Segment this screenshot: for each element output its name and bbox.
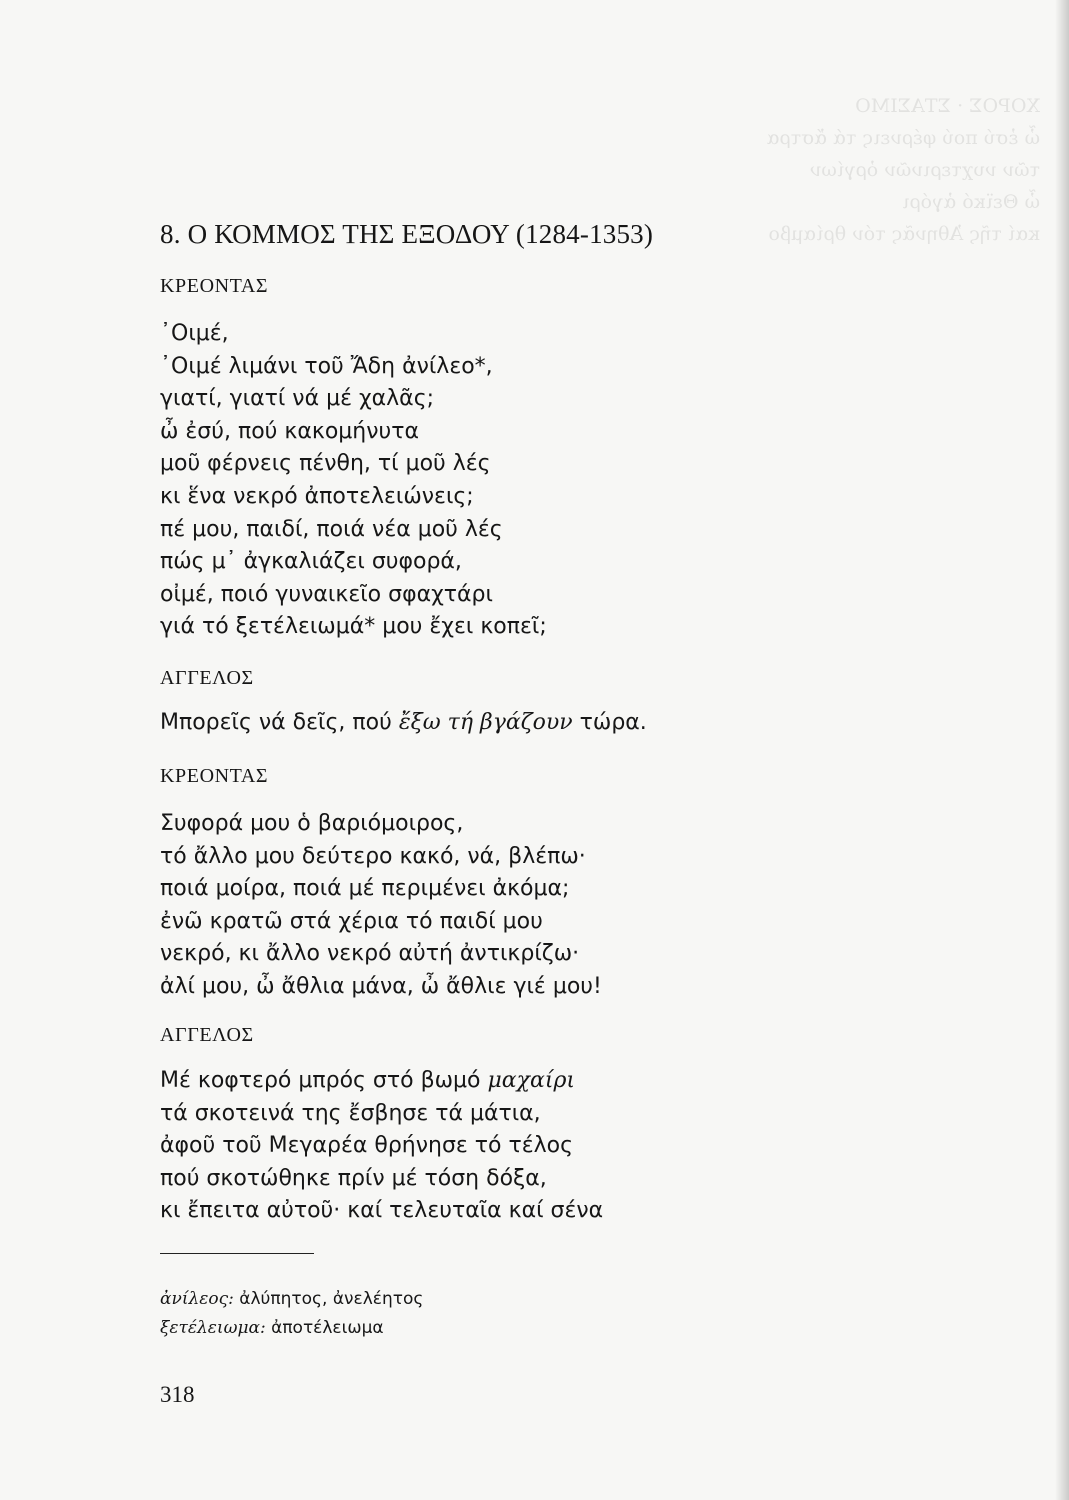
verse-line: πού σκοτώθηκε πρίν μέ τόση δόξα,: [160, 1165, 547, 1191]
verse-text: τώρα.: [579, 710, 647, 735]
verse-line: κι ἔπειτα αὐτοῦ· καί τελευταῖα καί σένα: [160, 1198, 604, 1224]
verse-line: ᾿Οιμέ,: [160, 321, 229, 346]
verse-line: κι ἕνα νεκρό ἀποτελειώνεις;: [160, 483, 474, 509]
verse-line: πέ μου, παιδί, ποιά νέα μοῦ λές: [160, 516, 503, 542]
verse-line: τό ἄλλο μου δεύτερο κακό, νά, βλέπω·: [160, 843, 586, 869]
verse-line: τά σκοτεινά της ἔσβησε τά μάτια,: [160, 1100, 541, 1126]
verse-block: [160, 707, 647, 740]
verse-line: μοῦ φέρνεις πένθη, τί μοῦ λές: [160, 451, 491, 477]
verse-italic-text: ἔξω τή βγάζουν: [398, 710, 573, 735]
verse-line: ἐνῶ κρατῶ στά χέρια τό παιδί μου: [160, 908, 543, 934]
verse-line: [160, 1065, 603, 1098]
chapter-title: 8. Ο ΚΟΜΜΟΣ ΤΗΣ ΕΞΟΔΟΥ (1284-1353): [160, 219, 654, 249]
verse-line: πώς μ᾿ ἀγκαλιάζει συφορά,: [160, 549, 462, 575]
verse-line: γιά τό ξετέλειωμά* μου ἔχει κοπεῖ;: [160, 614, 547, 640]
speaker-label: ΑΓΓΕΛΟΣ: [160, 1024, 254, 1046]
footnote-definition: ἀλύπητος, ἀνελέητος: [239, 1289, 424, 1309]
verse-line: ἀλί μου, ὦ ἄθλια μάνα, ὦ ἄθλιε γιέ μου!: [160, 973, 602, 999]
verse-line: οἰμέ, ποιό γυναικεῖο σφαχτάρι: [160, 581, 493, 607]
show-through-reverse-page: ΧΟΡΟΣ · ΣΤΑΣΙΜΟ ὦ ἐσύ πού φέρνεις τά ἄστρα τῶν νυχτερινῶν ὀργίων ὦ Θεϊκό ἀγόρι καί τῆς Ἀθηνᾶς τόν θρίαμβο: [766, 95, 1040, 245]
verse-line: ᾿Οιμέ λιμάνι τοῦ Ἄδη ἀνίλεο*,: [160, 353, 493, 379]
speaker-label: ΚΡΕΟΝΤΑΣ: [160, 765, 269, 787]
verse-line: γιατί, γιατί νά μέ χαλᾶς;: [160, 386, 435, 412]
footnote-term: ἀνίλεος:: [160, 1289, 234, 1309]
verse-block: [160, 1065, 603, 1228]
page-gutter-shadow: [1055, 0, 1069, 1500]
verse-italic-text: μαχαίρι: [487, 1068, 576, 1093]
footnote-term: ξετέλειωμα:: [160, 1318, 266, 1338]
verse-text: Μέ κοφτερό μπρός στό βωμό: [160, 1068, 481, 1093]
footnote: [160, 1314, 423, 1343]
footnote: [160, 1285, 423, 1314]
footnote-definition: ἀποτέλειωμα: [271, 1318, 384, 1338]
verse-text: Μπορεῖς νά δεῖς, πού: [160, 710, 392, 735]
speaker-label: ΑΓΓΕΛΟΣ: [160, 667, 254, 689]
footnotes: [160, 1285, 423, 1343]
page-number: 318: [160, 1382, 195, 1407]
verse-block: [160, 808, 602, 1004]
verse-line: νεκρό, κι ἄλλο νεκρό αὐτή ἀντικρίζω·: [160, 941, 580, 967]
verse-line: ὦ ἐσύ, πού κακομήνυτα: [160, 418, 419, 444]
footnote-divider: [160, 1253, 314, 1254]
verse-line: ἀφοῦ τοῦ Μεγαρέα θρήνησε τό τέλος: [160, 1133, 574, 1159]
verse-line: Συφορά μου ὁ βαριόμοιρος,: [160, 811, 464, 836]
verse-block: [160, 318, 547, 644]
verse-line: [160, 707, 647, 740]
speaker-label: ΚΡΕΟΝΤΑΣ: [160, 275, 269, 297]
verse-line: ποιά μοίρα, ποιά μέ περιμένει ἀκόμα;: [160, 876, 570, 902]
